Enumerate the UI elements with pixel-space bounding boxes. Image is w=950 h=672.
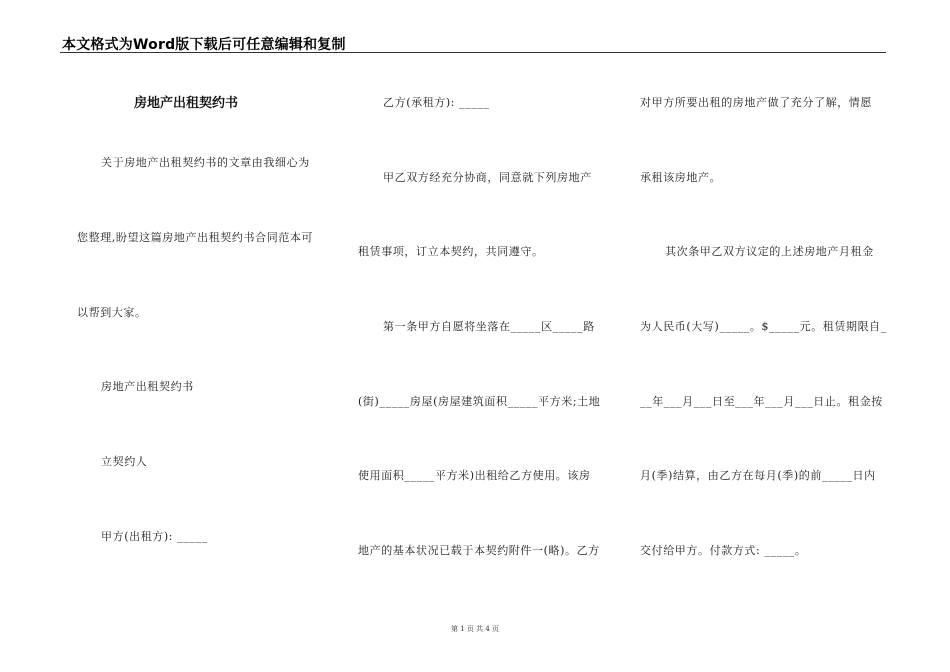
text-line: 使用面积_____平方米)出租给乙方使用。该房 — [358, 469, 591, 482]
text-line: 关于房地产出租契约书的文章由我细心为 — [101, 156, 310, 169]
page-number: 第 1 页 共 4 页 — [450, 625, 500, 633]
text-line: (街)_____房屋(房屋建筑面积_____平方米;土地 — [358, 395, 601, 408]
text-line: 您整理,盼望这篇房地产出租契约书合同范本可 — [77, 231, 314, 244]
text-line: 第一条甲方自愿将坐落在_____区_____路 — [383, 320, 595, 333]
text-line: 为人民币(大写)_____。$_____元。租赁期限自_ — [640, 320, 887, 333]
text-line: 月(季)结算，由乙方在每月(季)的前_____日内 — [640, 469, 876, 482]
text-line: __年___月___日至___年___月___日止。租金按 — [640, 395, 883, 408]
text-line: 交付给甲方。付款方式: _____。 — [640, 544, 807, 557]
text-line: 承租该房地产。 — [640, 171, 722, 184]
header-title: 本文格式为Word版下载后可任意编辑和复制 — [62, 37, 346, 53]
text-line: 其次条甲乙双方议定的上述房地产月租金 — [665, 245, 874, 258]
text-line: 对甲方所要出租的房地产做了充分了解，情愿 — [640, 96, 872, 109]
text-line: 乙方(承租方): _____ — [383, 96, 490, 109]
text-line: 地产的基本状况已载于本契约附件一(略)。乙方 — [358, 544, 600, 557]
header-divider — [60, 52, 886, 53]
text-line: 以帮到大家。 — [77, 306, 147, 319]
document-title: 房地产出租契约书 — [134, 96, 239, 111]
text-line: 立契约人 — [101, 455, 148, 468]
text-line: 房地产出租契约书 — [101, 380, 194, 393]
text-line: 租赁事项，订立本契约，共同遵守。 — [358, 245, 544, 258]
text-line: 甲乙双方经充分协商，同意就下列房地产 — [383, 171, 592, 184]
text-line: 甲方(出租方): _____ — [101, 530, 208, 543]
